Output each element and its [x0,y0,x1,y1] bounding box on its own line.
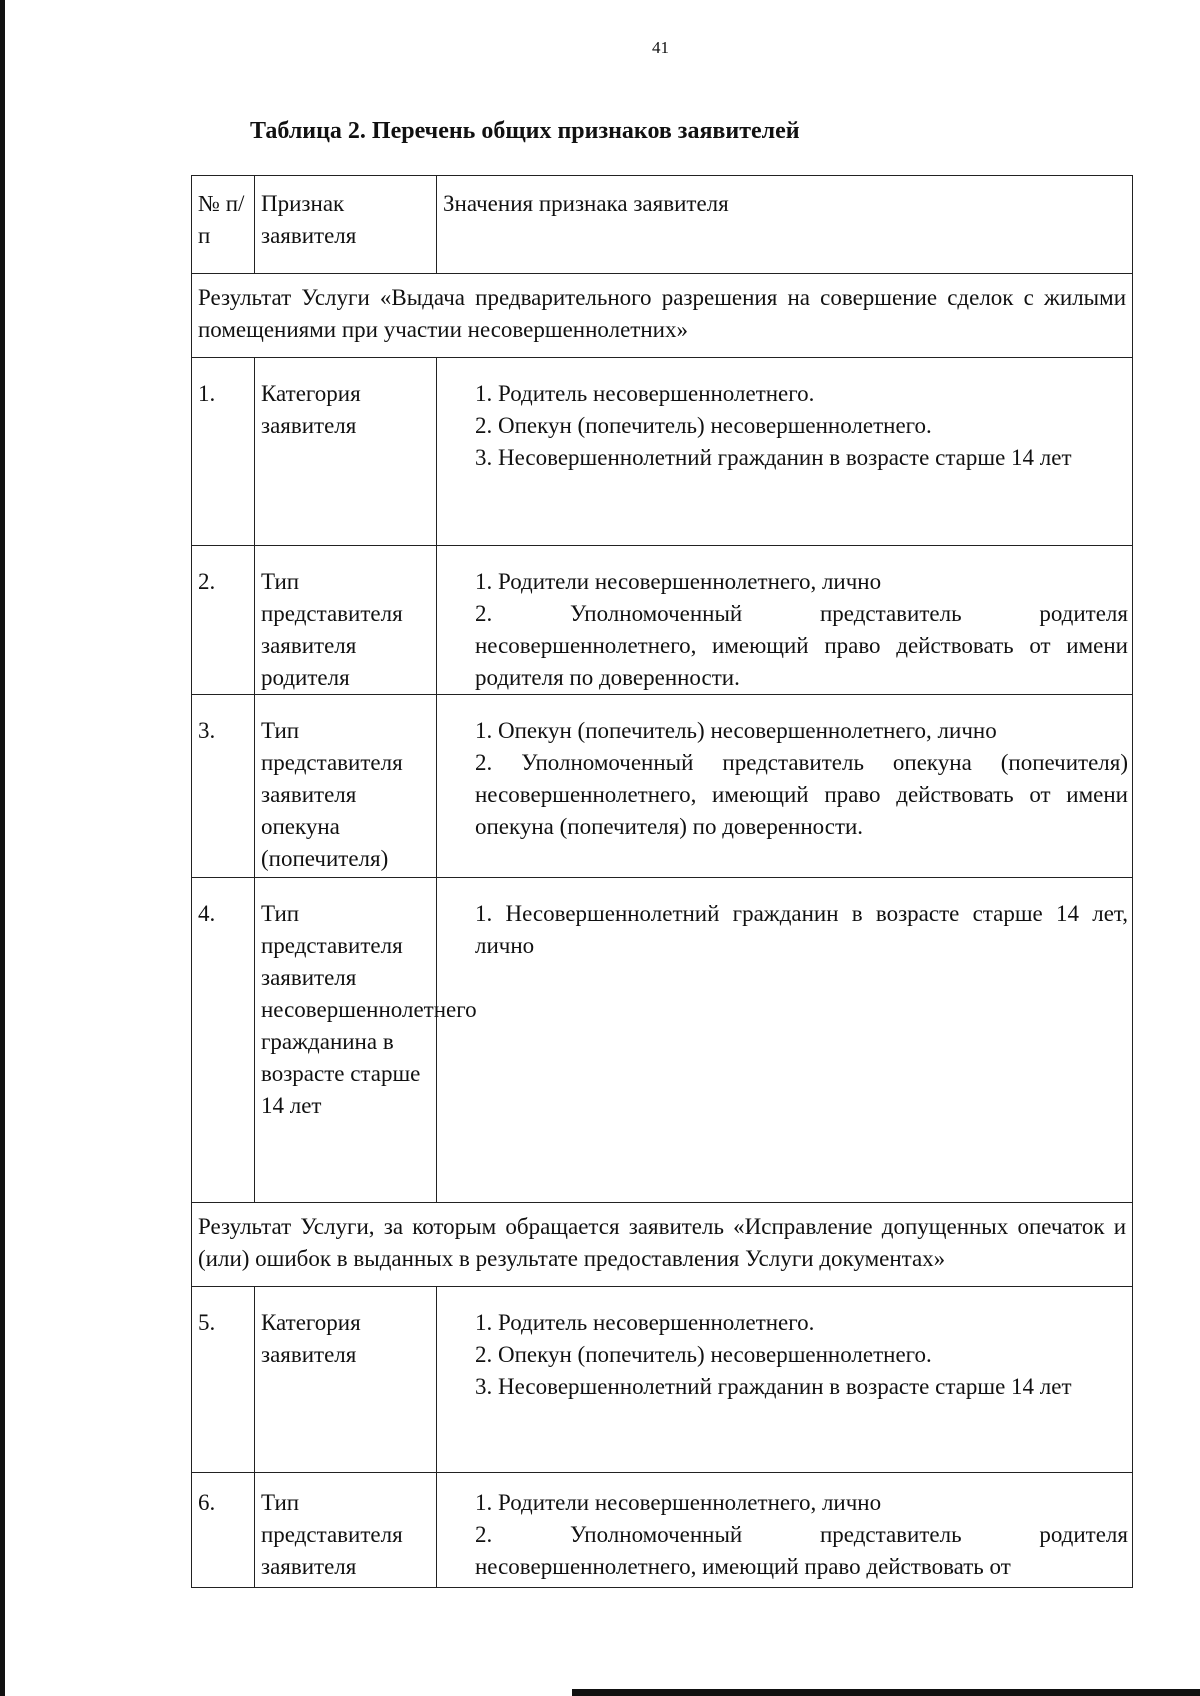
value-item: 1. Опекун (попечитель) несовершеннолетнего, лично [475,718,997,743]
table-row [192,695,1133,878]
value-item: 2. Уполномоченный представитель родителя несовершеннолетнего, имеющий право действовать от имени родителя по доверенности. [475,601,1128,690]
row-number: 5. [192,1287,255,1473]
value-item: 1. Родители несовершеннолетнего, лично [475,569,882,594]
row-sign: Тип представителя заявителя родителя [255,546,437,695]
row-sign: Категория заявителя [255,1287,437,1473]
row-values [437,358,1133,546]
row-sign: Тип представителя заявителя несовершеннолетнего гражданина в возрасте старше 14 лет [255,878,437,1203]
applicant-signs-table [191,175,1133,1588]
row-sign: Тип представителя заявителя опекуна (попечителя) [255,695,437,878]
table-row [192,1473,1133,1588]
row-number: 1. [192,358,255,546]
value-item: 3. Несовершеннолетний гражданин в возрасте старше 14 лет [475,1374,1072,1399]
row-values [437,878,1133,1203]
section-title: Результат Услуги «Выдача предварительного разрешения на совершение сделок с жилыми помещениями при участии несовершеннолетних» [192,274,1133,358]
section-title: Результат Услуги, за которым обращается заявитель «Исправление допущенных опечаток и (или) ошибок в выданных в результате предоставления Услуги документах» [192,1203,1133,1287]
value-item: 2. Уполномоченный представитель опекуна (попечителя) несовершеннолетнего, имеющий право действовать от имени опекуна (попечителя) по доверенности. [475,750,1128,839]
row-values [437,1287,1133,1473]
row-number: 3. [192,695,255,878]
table-header-row [192,176,1133,274]
table-row [192,358,1133,546]
row-values [437,546,1133,695]
value-item: 2. Опекун (попечитель) несовершеннолетнего. [475,1342,932,1367]
section-row [192,1203,1133,1287]
header-values: Значения признака заявителя [437,176,1133,274]
header-number: № п/п [192,176,255,274]
table-row [192,878,1133,1203]
row-sign: Категория заявителя [255,358,437,546]
page-number: 41 [652,38,669,57]
table-row [192,546,1133,695]
value-item: 1. Родитель несовершеннолетнего. [475,381,815,406]
value-item: 1. Несовершеннолетний гражданин в возрасте старше 14 лет, лично [475,901,1128,958]
section-row [192,274,1133,358]
table-row [192,1287,1133,1473]
table-title: Таблица 2. Перечень общих признаков заявителей [250,118,800,144]
row-number: 6. [192,1473,255,1588]
value-item: 2. Опекун (попечитель) несовершеннолетнего. [475,413,932,438]
value-item: 1. Родитель несовершеннолетнего. [475,1310,815,1335]
header-sign: Признак заявителя [255,176,437,274]
row-sign: Тип представителя заявителя [255,1473,437,1588]
value-item: 2. Уполномоченный представитель родителя несовершеннолетнего, имеющий право действовать от [475,1522,1128,1579]
scan-bottom-edge [572,1689,1200,1696]
scan-left-edge [0,0,5,1696]
value-item: 1. Родители несовершеннолетнего, лично [475,1490,882,1515]
row-number: 4. [192,878,255,1203]
row-values [437,1473,1133,1588]
row-values [437,695,1133,878]
row-number: 2. [192,546,255,695]
value-item: 3. Несовершеннолетний гражданин в возрасте старше 14 лет [475,445,1072,470]
